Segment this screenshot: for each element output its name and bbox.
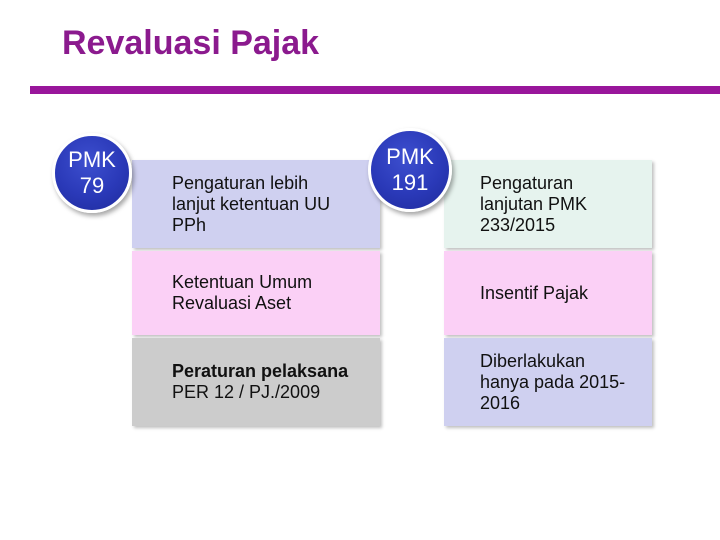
- right-box-diberlakukan-text: Diberlakukan hanya pada 2015- 2016: [480, 350, 626, 413]
- pmk-79-badge-line1: PMK: [68, 147, 116, 172]
- left-box-pph: [132, 160, 380, 248]
- left-box-pph-text: Pengaturan lebih lanjut ketentuan UU PPh: [172, 172, 331, 235]
- pmk-191-badge: [368, 128, 452, 212]
- pmk-191-badge-line1: PMK: [386, 144, 434, 169]
- left-box-revaluasi-aset-text: Ketentuan Umum Revaluasi Aset: [172, 272, 313, 313]
- right-box-insentif-pajak: [444, 251, 652, 335]
- left-box-revaluasi-aset: [132, 251, 380, 335]
- right-box-pmk-233-text: Pengaturan lanjutan PMK 233/2015: [480, 172, 588, 235]
- pmk-191-badge-line2: 191: [391, 170, 429, 195]
- right-box-insentif-pajak-text: Insentif Pajak: [480, 282, 589, 303]
- left-box-peraturan-title: Peraturan pelaksana: [172, 361, 349, 381]
- pmk-79-badge-line2: 79: [79, 173, 105, 198]
- left-box-peraturan-text: PER 12 / PJ./2009: [172, 382, 321, 402]
- right-box-pmk-233: [444, 160, 652, 248]
- title-underline-bar: [30, 86, 720, 94]
- left-box-peraturan-pelaksana: [132, 338, 380, 426]
- page-title: Revaluasi Pajak: [62, 24, 320, 62]
- pmk-79-badge: [52, 133, 132, 213]
- right-box-diberlakukan: [444, 338, 652, 426]
